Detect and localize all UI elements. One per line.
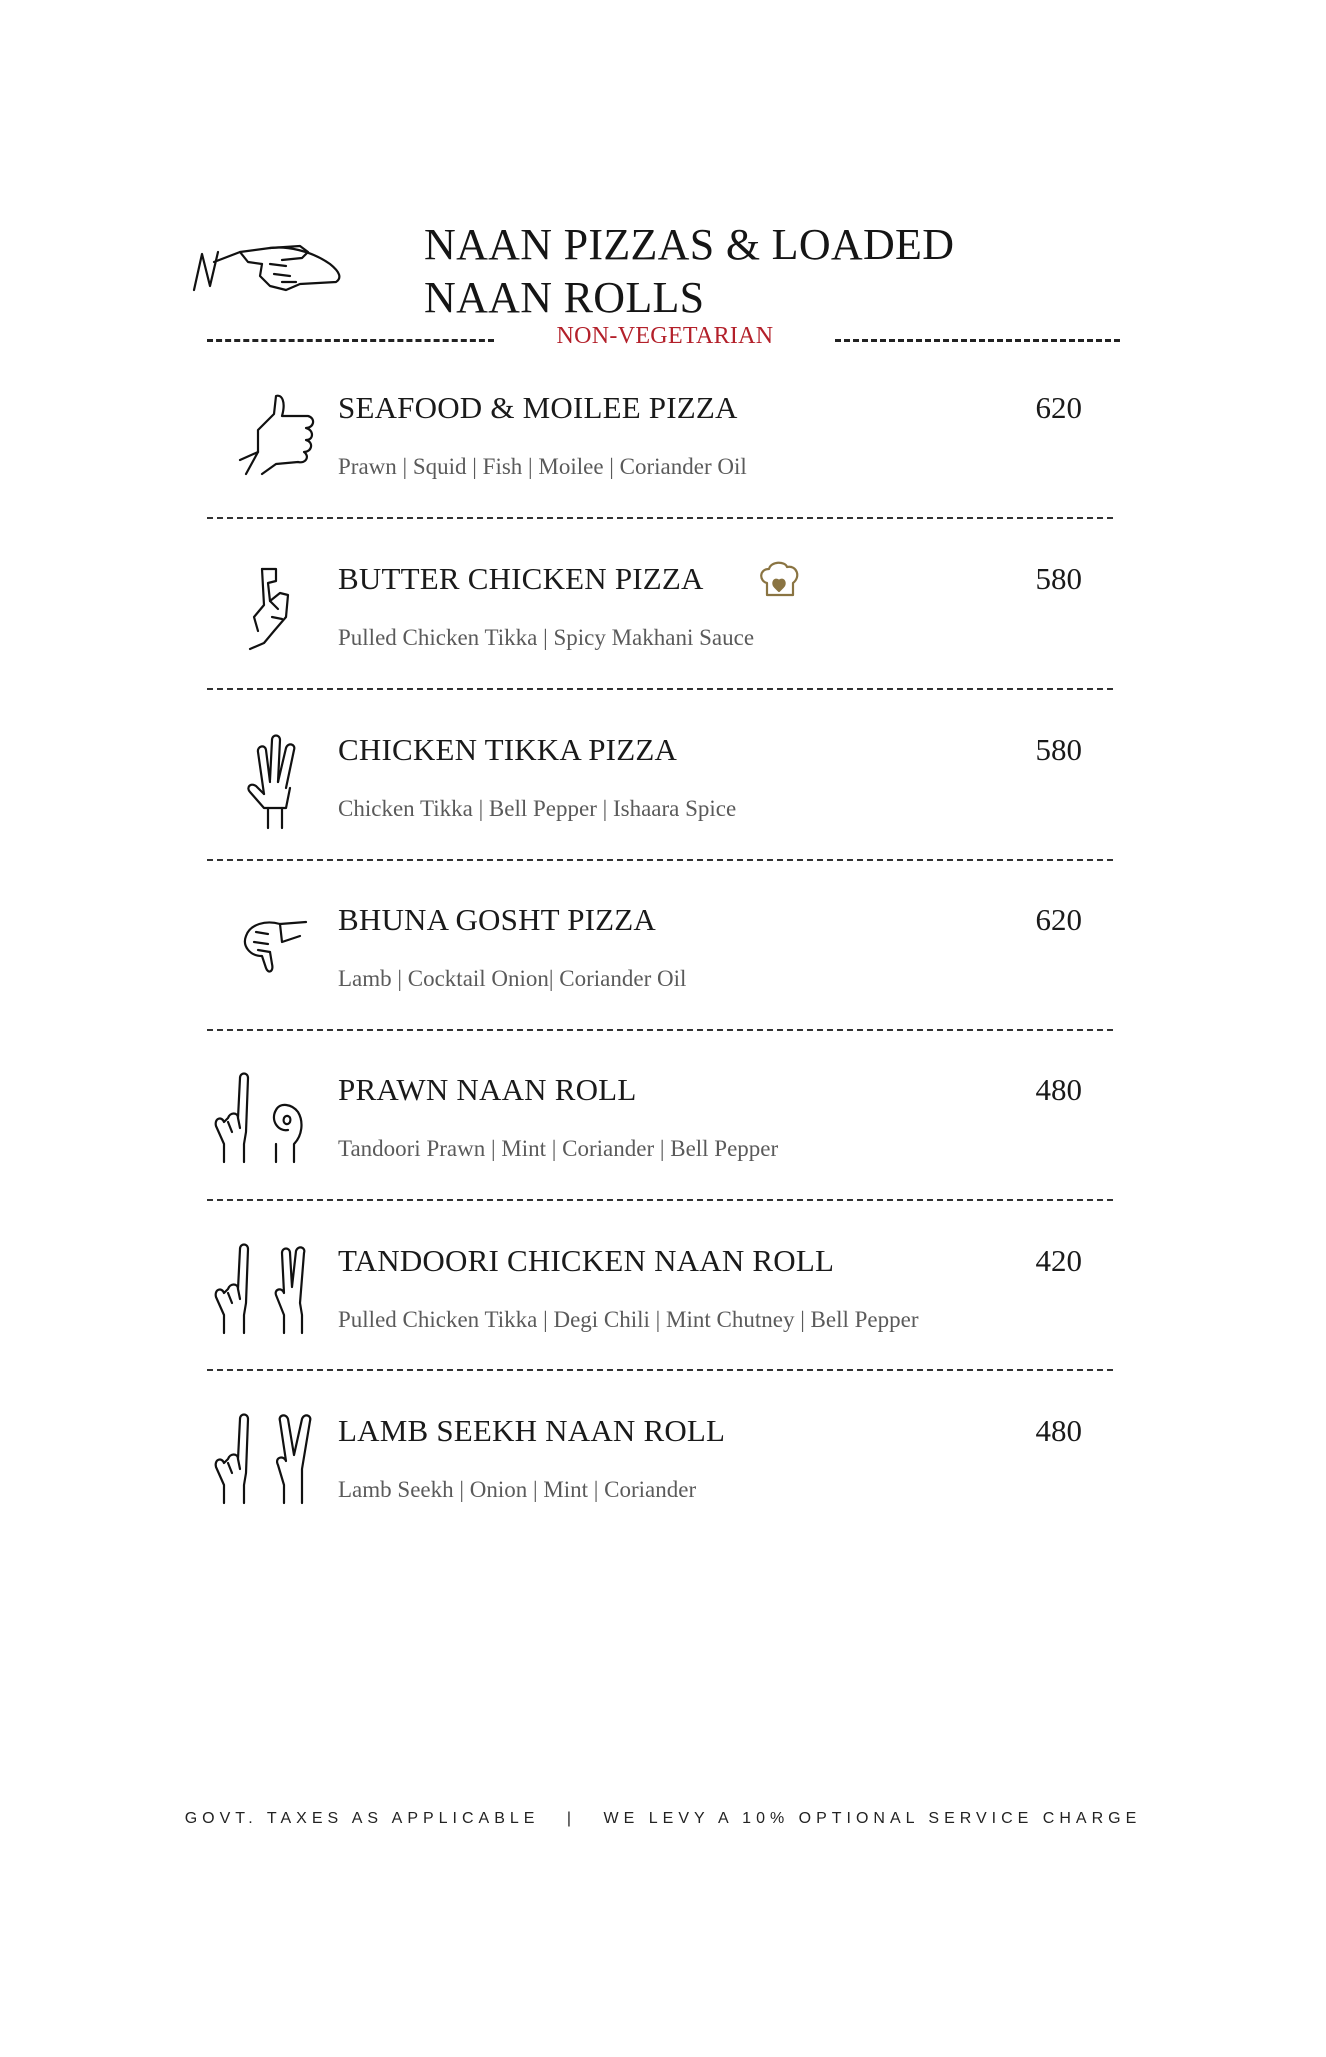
page-title-line-1: NAAN PIZZAS & LOADED [424, 220, 955, 269]
item-description: Lamb | Cocktail Onion| Coriander Oil [338, 966, 687, 991]
footer-separator: | [566, 1810, 577, 1827]
item-name: BHUNA GOSHT PIZZA [338, 902, 657, 937]
item-description: Pulled Chicken Tikka | Degi Chili | Mint Chutney | Bell Pepper [338, 1307, 919, 1332]
item-name: TANDOORI CHICKEN NAAN ROLL [338, 1243, 835, 1278]
page-title [424, 218, 984, 324]
pointing-hand-icon [190, 234, 350, 296]
thumbs-up-hand-icon [210, 390, 330, 490]
item-price: 580 [1035, 732, 1082, 767]
chef-hat-heart-icon [755, 557, 803, 601]
menu-item [0, 1403, 1326, 1574]
menu-item [0, 722, 1326, 893]
item-name: SEAFOOD & MOILEE PIZZA [338, 390, 738, 425]
footer-note [0, 1810, 1326, 1828]
item-divider [207, 1199, 1113, 1201]
item-price: 580 [1035, 561, 1082, 596]
menu-item [0, 1233, 1326, 1404]
one-and-two-hands-icon [210, 1243, 330, 1343]
page-title-line-2: NAAN ROLLS [424, 273, 705, 322]
item-divider [207, 859, 1113, 861]
item-divider [207, 1029, 1113, 1031]
menu-item [0, 1062, 1326, 1233]
item-divider [207, 517, 1113, 519]
header-dash-right [835, 339, 1120, 342]
item-price: 620 [1035, 902, 1082, 937]
item-price: 620 [1035, 390, 1082, 425]
item-divider [207, 1369, 1113, 1371]
item-name: PRAWN NAAN ROLL [338, 1072, 637, 1107]
one-and-peace-hands-icon [210, 1413, 330, 1513]
footer-service-charge: WE LEVY A 10% OPTIONAL SERVICE CHARGE [603, 1810, 1142, 1827]
item-description: Lamb Seekh | Onion | Mint | Coriander [338, 1477, 697, 1502]
item-name: CHICKEN TIKKA PIZZA [338, 732, 678, 767]
item-description: Chicken Tikka | Bell Pepper | Ishaara Spice [338, 796, 737, 821]
one-and-ok-hands-icon [210, 1072, 330, 1172]
item-description: Tandoori Prawn | Mint | Coriander | Bell Pepper [338, 1136, 779, 1161]
item-price: 480 [1035, 1072, 1082, 1107]
menu-item [0, 551, 1326, 722]
item-price: 480 [1035, 1413, 1082, 1448]
footer-taxes: GOVT. TAXES AS APPLICABLE [184, 1810, 540, 1827]
menu-item [0, 380, 1326, 551]
category-subtitle: NON-VEGETARIAN [556, 323, 774, 349]
three-fingers-hand-icon [210, 732, 330, 832]
item-divider [207, 688, 1113, 690]
pointing-down-hand-icon [210, 902, 330, 1002]
menu-item [0, 892, 1326, 1063]
item-price: 420 [1035, 1243, 1082, 1278]
hand-sign-icon [210, 561, 330, 661]
item-name: BUTTER CHICKEN PIZZA [338, 561, 704, 596]
header-dash-left [207, 339, 494, 342]
item-description: Pulled Chicken Tikka | Spicy Makhani Sauce [338, 625, 755, 650]
item-description: Prawn | Squid | Fish | Moilee | Coriander Oil [338, 454, 747, 479]
item-name: LAMB SEEKH NAAN ROLL [338, 1413, 726, 1448]
